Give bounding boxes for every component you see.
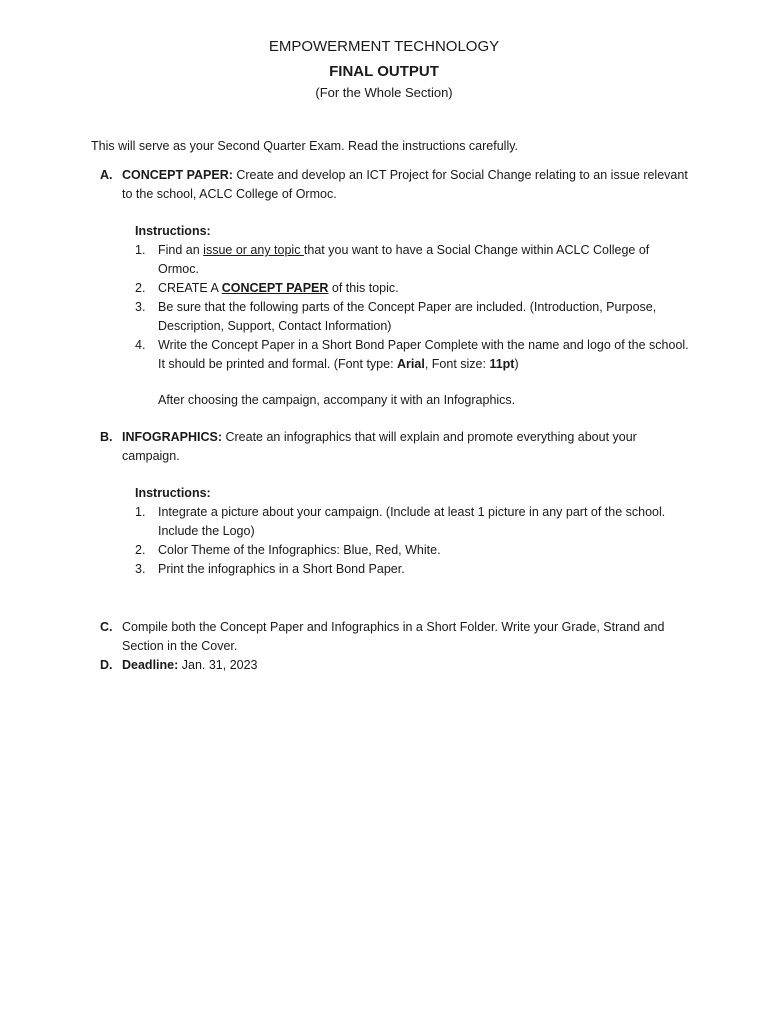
section-a (100, 166, 690, 204)
list-item-text: Integrate a picture about your campaign. (Include at least 1 picture in any part of the school. Include the Logo) (158, 505, 666, 538)
list-item (135, 503, 690, 541)
section-c-text: Compile both the Concept Paper and Infographics in a Short Folder. Write your Grade, Strand and Section in the Cover. (122, 620, 665, 653)
list-item-text: of this topic. (328, 281, 399, 295)
section-a-after-note: After choosing the campaign, accompany it with an Infographics. (158, 393, 516, 407)
list-item-text: CREATE A (158, 281, 222, 295)
document-note: (For the Whole Section) (315, 85, 453, 100)
list-item-text: Color Theme of the Infographics: Blue, Red, White. (158, 543, 441, 557)
font-type-value: Arial (397, 357, 425, 371)
intro-paragraph: This will serve as your Second Quarter Exam. Read the instructions carefully. (91, 139, 519, 153)
section-a-text: Create and develop an ICT Project for Social Change relating to an issue relevant to the school, ACLC College of Ormoc. (122, 168, 688, 201)
list-item-number: 4. (135, 338, 146, 352)
emphasized-text: CONCEPT PAPER (221, 281, 329, 295)
list-item-text: ) (514, 357, 519, 371)
section-d (100, 656, 690, 675)
list-item-text: Find an (158, 243, 204, 257)
section-d-letter: D. (100, 658, 113, 672)
list-item-text: that you want to have a Social Change within ACLC College of Ormoc. (158, 243, 650, 276)
underlined-text: issue or any topic (203, 243, 304, 257)
document-title: EMPOWERMENT TECHNOLOGY (268, 38, 500, 55)
section-c-letter: C. (100, 620, 113, 634)
list-item-text: , Font size: (424, 357, 490, 371)
document-subtitle: FINAL OUTPUT (329, 63, 439, 80)
section-d-body (122, 656, 690, 675)
section-b-label: INFOGRAPHICS: (122, 430, 222, 444)
section-a-instructions-label: Instructions: (135, 224, 211, 238)
list-item-number: 3. (135, 300, 146, 314)
list-item-number: 3. (135, 562, 146, 576)
list-item (135, 298, 690, 336)
list-item-text: Write the Concept Paper in a Short Bond Paper Complete with the name and logo of the school. It should be printed and formal. (Font type: (158, 338, 689, 371)
section-b-instruction-list (135, 503, 690, 579)
section-a-body (122, 166, 690, 204)
section-a-instruction-list (135, 241, 690, 374)
list-item-number: 1. (135, 505, 146, 519)
section-b-instructions-label: Instructions: (135, 486, 211, 500)
section-a-letter: A. (100, 168, 113, 182)
font-size-value: 11pt (489, 357, 515, 371)
list-item-text: Print the infographics in a Short Bond Paper. (158, 562, 405, 576)
list-item (135, 241, 690, 279)
section-b-text: Create an infographics that will explain and promote everything about your campaign. (122, 430, 637, 463)
list-item-number: 2. (135, 281, 146, 295)
section-b (100, 428, 690, 466)
section-a-label: CONCEPT PAPER: (122, 168, 233, 182)
deadline-date: Jan. 31, 2023 (178, 658, 258, 672)
section-b-letter: B. (100, 430, 113, 444)
list-item-number: 1. (135, 243, 146, 257)
section-c (100, 618, 690, 656)
list-item (135, 541, 690, 560)
list-item (135, 560, 690, 579)
list-item (135, 279, 690, 298)
list-item-number: 2. (135, 543, 146, 557)
list-item (135, 336, 690, 374)
deadline-label: Deadline: (122, 658, 179, 672)
list-item-text: Be sure that the following parts of the Concept Paper are included. (Introduction, Purpose, Description, Support, Contact Information) (158, 300, 657, 333)
section-b-body (122, 428, 690, 466)
